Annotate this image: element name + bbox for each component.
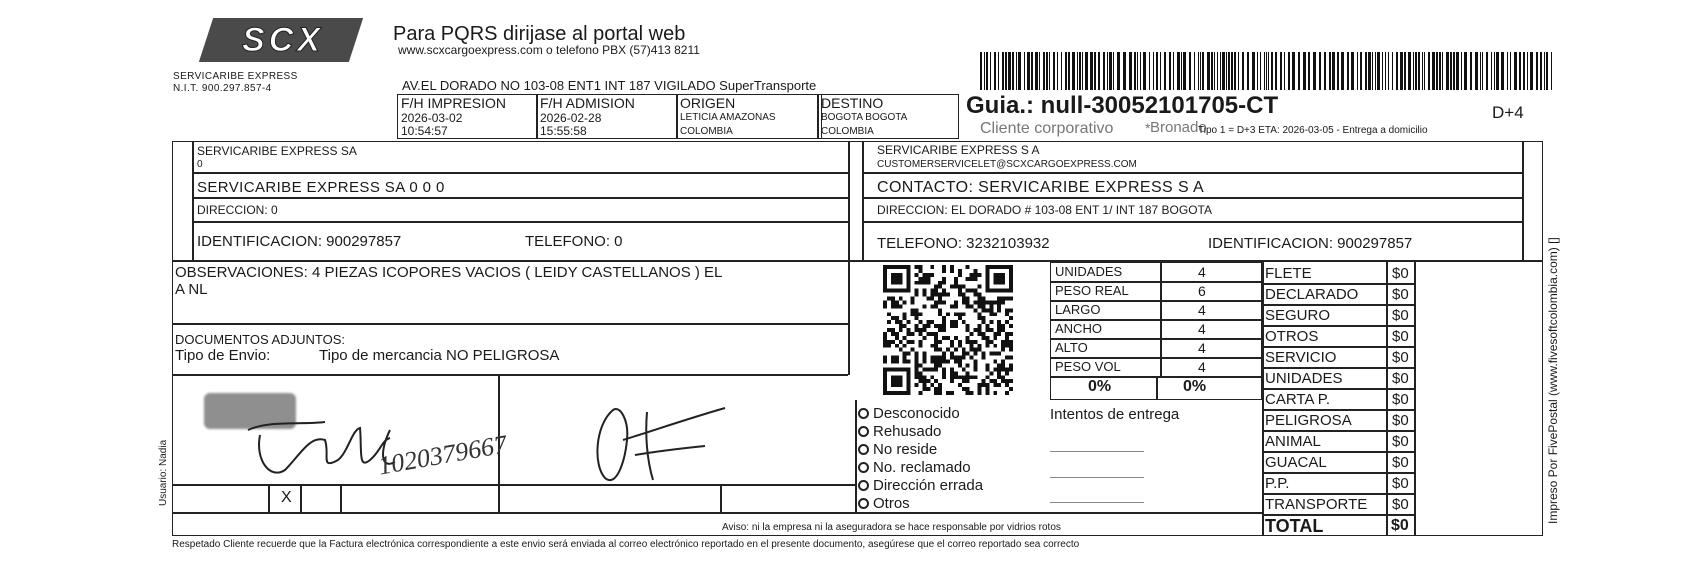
measure-value: 4	[1198, 321, 1206, 337]
handwritten-id-number: 1020379667	[376, 429, 510, 481]
radio-circle-icon	[858, 444, 869, 455]
total-label: TOTAL	[1265, 516, 1324, 536]
delivery-status-option	[858, 406, 960, 421]
measure-value: 4	[1198, 264, 1206, 280]
charge-divider	[1262, 451, 1414, 453]
charge-label: CARTA P.	[1265, 391, 1331, 408]
delivery-status-label: No reside	[873, 441, 938, 458]
delivery-status-option	[858, 442, 937, 457]
delivery-status-option	[858, 424, 941, 439]
charge-value: $0	[1392, 433, 1409, 450]
pqrs-title: Para PQRS dirijase al portal web	[393, 23, 686, 45]
documents-label: DOCUMENTOS ADJUNTOS:	[175, 332, 345, 347]
charge-divider	[1262, 283, 1414, 285]
impresion-time: 10:54:57	[401, 124, 448, 138]
charge-label: SERVICIO	[1265, 349, 1337, 366]
recipient-phone: TELEFONO: 3232103932	[877, 235, 1050, 252]
admision-time: 15:55:58	[540, 124, 587, 138]
recipient-identification: IDENTIFICACION: 900297857	[1208, 235, 1413, 252]
radio-circle-icon	[858, 462, 869, 473]
charge-divider	[1262, 409, 1414, 411]
pqrs-contact: www.scxcargoexpress.com o telefono PBX (57)413 8211	[398, 43, 700, 57]
charge-value: $0	[1392, 496, 1409, 513]
radio-circle-icon	[858, 426, 869, 437]
origen-country: COLOMBIA	[680, 126, 733, 137]
charge-divider	[1262, 367, 1414, 369]
charge-label: GUACAL	[1265, 454, 1327, 471]
sender-phone: TELEFONO: 0	[525, 233, 623, 250]
delivery-status-label: Otros	[873, 495, 910, 512]
observations-line-1: OBSERVACIONES: 4 PIEZAS ICOPORES VACIOS ( LEIDY CASTELLANOS ) EL	[175, 264, 723, 281]
qr-code-image	[882, 265, 1014, 395]
charge-divider	[1262, 430, 1414, 432]
company-logo: SCX	[242, 21, 324, 59]
delivery-status-option	[858, 460, 971, 475]
sender-full-name: SERVICARIBE EXPRESS SA 0 0 0	[197, 179, 445, 196]
measure-label: PESO VOL	[1055, 359, 1121, 374]
recipient-email: CUSTOMERSERVICELET@SCXCARGOEXPRESS.COM	[877, 159, 1137, 170]
sender-sub: 0	[197, 159, 203, 170]
charge-value: $0	[1392, 349, 1409, 366]
company-address: AV.EL DORADO NO 103-08 ENT1 INT 187 VIGILADO SuperTransporte	[402, 78, 817, 93]
charge-divider	[1262, 493, 1414, 495]
recipient-address: DIRECCION: EL DORADO # 103-08 ENT 1/ INT 187 BOGOTA	[877, 203, 1212, 217]
delivery-status-label: No. reclamado	[873, 459, 971, 476]
measure-label: UNIDADES	[1055, 264, 1123, 279]
destino-label: DESTINO	[821, 95, 884, 111]
shipment-type-label: Tipo de Envio:	[175, 347, 271, 364]
radio-circle-icon	[858, 480, 869, 491]
delivery-attempts-label: Intentos de entrega	[1050, 406, 1180, 423]
charge-divider	[1262, 346, 1414, 348]
printed-by-text: Impreso Por FivePostal (www.fivesoftcolombia.com) []	[1546, 237, 1560, 524]
percent-left: 0%	[1088, 378, 1112, 395]
sender-identification: IDENTIFICACION: 900297857	[197, 233, 402, 250]
client-overlay-text: Bronado	[1150, 119, 1207, 136]
charge-divider	[1262, 388, 1414, 390]
destino-country: COLOMBIA	[821, 126, 874, 137]
delivery-status-label: Desconocido	[873, 405, 960, 422]
admision-date: 2026-02-28	[540, 111, 602, 125]
company-name: SERVICARIBE EXPRESS	[173, 71, 298, 82]
measure-label: LARGO	[1055, 302, 1101, 317]
charge-label: DECLARADO	[1265, 286, 1359, 303]
measure-value: 4	[1198, 302, 1206, 318]
recipient-contact: CONTACTO: SERVICARIBE EXPRESS S A	[877, 179, 1205, 196]
destino-city: BOGOTA BOGOTA	[821, 112, 908, 123]
client-type: Cliente corporativo	[980, 120, 1114, 137]
charge-value: $0	[1392, 307, 1409, 324]
service-days: D+4	[1492, 103, 1524, 122]
delivery-status-label: Rehusado	[873, 423, 942, 440]
charge-label: PELIGROSA	[1265, 412, 1352, 429]
charge-label: SEGURO	[1265, 307, 1331, 324]
charge-value: $0	[1392, 286, 1409, 303]
radio-circle-icon	[858, 498, 869, 509]
charge-divider	[1262, 325, 1414, 327]
impresion-date: 2026-03-02	[401, 111, 463, 125]
charge-divider	[1262, 304, 1414, 306]
origen-label: ORIGEN	[680, 95, 736, 111]
radio-circle-icon	[858, 408, 869, 419]
sender-address: DIRECCION: 0	[197, 203, 278, 217]
charge-value: $0	[1392, 454, 1409, 471]
charge-value: $0	[1392, 412, 1409, 429]
measure-label: ANCHO	[1055, 321, 1102, 336]
measure-value: 4	[1198, 359, 1206, 375]
shipment-type-value: Tipo de mercancia NO PELIGROSA	[319, 347, 560, 364]
charge-value: $0	[1392, 391, 1409, 408]
delivery-status-label: Dirección errada	[873, 477, 984, 494]
delivery-status-option	[858, 496, 910, 511]
charge-label: TRANSPORTE	[1265, 496, 1368, 513]
total-value: $0	[1391, 517, 1409, 534]
charge-label: ANIMAL	[1265, 433, 1321, 450]
delivery-status-option	[858, 478, 983, 493]
recipient-name: SERVICARIBE EXPRESS S A	[877, 143, 1040, 157]
charge-divider	[1262, 472, 1414, 474]
eta-text: Tipo 1 = D+3 ETA: 2026-03-05 - Entrega a domicilio	[1198, 125, 1428, 136]
measure-value: 4	[1198, 340, 1206, 356]
barcode-image	[980, 52, 1552, 90]
client-asterisk: *	[1145, 120, 1151, 136]
measure-value: 6	[1198, 283, 1206, 299]
measure-label: PESO REAL	[1055, 283, 1129, 298]
invoice-footer-notice: Respetado Cliente recuerde que la Factura electrónica correspondiente a este envio será enviada al correo electrónico reportado en el presente documento, asegúrese que el correo reportado sea correcto	[172, 539, 1080, 550]
charge-value: $0	[1392, 265, 1409, 282]
charge-label: FLETE	[1265, 265, 1312, 282]
charge-value: $0	[1392, 328, 1409, 345]
impresion-label: F/H IMPRESION	[401, 95, 507, 111]
admision-label: F/H ADMISION	[540, 95, 635, 111]
handwritten-initials	[585, 400, 730, 485]
company-nit: N.I.T. 900.297.857-4	[173, 83, 272, 94]
charge-value: $0	[1392, 370, 1409, 387]
breakage-notice: Aviso: ni la empresa ni la aseguradora se hace responsable por vidrios rotos	[722, 522, 1061, 533]
guia-number: Guia.: null-30052101705-CT	[966, 92, 1279, 119]
measure-label: ALTO	[1055, 340, 1088, 355]
percent-right: 0%	[1183, 378, 1207, 395]
user-label: Usuario: Nadia	[158, 439, 169, 506]
sender-name: SERVICARIBE EXPRESS SA	[197, 144, 357, 158]
checkbox-mark: X	[281, 489, 292, 506]
observations-line-2: A NL	[175, 281, 208, 298]
charge-value: $0	[1392, 475, 1409, 492]
charge-label: UNIDADES	[1265, 370, 1343, 387]
charge-label: P.P.	[1265, 475, 1290, 492]
charge-label: OTROS	[1265, 328, 1319, 345]
origen-city: LETICIA AMAZONAS	[680, 112, 776, 123]
